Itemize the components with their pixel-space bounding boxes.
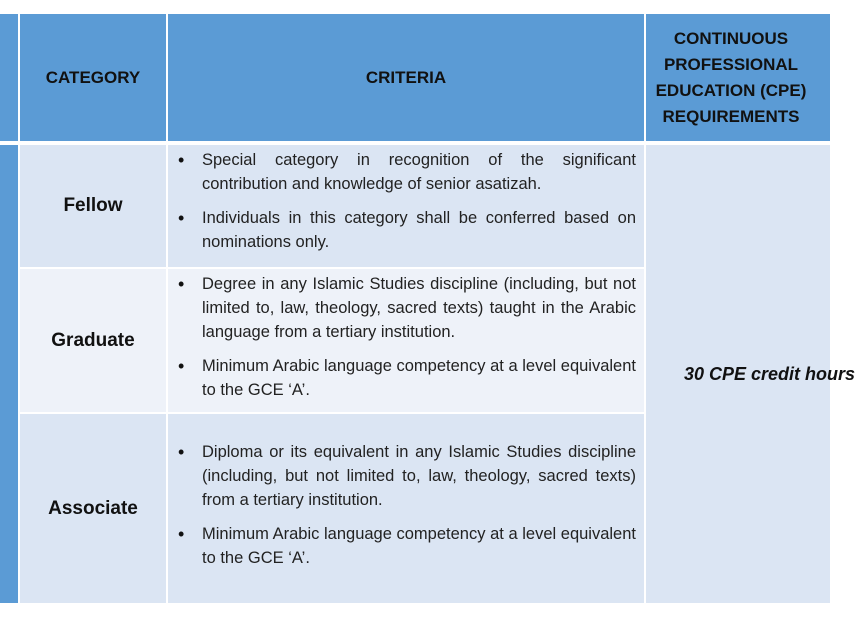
header-criteria bbox=[168, 14, 644, 141]
criteria-associate bbox=[168, 414, 644, 603]
header-cpe bbox=[646, 14, 830, 141]
criteria-list-graduate bbox=[168, 272, 644, 402]
list-item: • Individuals in this category shall be conferred based on nominations only. bbox=[168, 206, 644, 254]
left-edge-header bbox=[0, 14, 18, 141]
header-cpe-line-1: CONTINUOUS bbox=[673, 28, 789, 48]
category-graduate: Graduate bbox=[20, 269, 166, 412]
left-edge-body bbox=[0, 145, 18, 603]
criteria-fellow bbox=[168, 145, 644, 267]
criteria-graduate bbox=[168, 269, 644, 412]
header-category bbox=[20, 14, 166, 141]
cpe-requirement-value: 30 CPE credit hours bbox=[684, 363, 855, 384]
category-fellow: Fellow bbox=[20, 145, 166, 267]
list-item: • Minimum Arabic language competency at a level equivalent to the GCE ‘A’. bbox=[168, 522, 644, 570]
list-item: • Degree in any Islamic Studies discipline (including, but not limited to, law, theology, sacred texts) taught in the Arabic language from a tertiary institution. bbox=[168, 272, 644, 344]
header-cpe-line-2: PROFESSIONAL bbox=[663, 54, 799, 74]
header-criteria-label: CRITERIA bbox=[365, 67, 447, 87]
list-item: • Special category in recognition of the significant contribution and knowledge of senior asatizah. bbox=[168, 148, 644, 196]
list-item: • Minimum Arabic language competency at a level equivalent to the GCE ‘A’. bbox=[168, 354, 644, 402]
header-cpe-line-3: EDUCATION (CPE) bbox=[655, 80, 807, 100]
category-associate: Associate bbox=[20, 414, 166, 603]
header-cpe-line-4: REQUIREMENTS bbox=[662, 106, 800, 126]
criteria-list-associate bbox=[168, 440, 644, 570]
criteria-list-fellow bbox=[168, 148, 644, 254]
cpe-requirement-cell bbox=[646, 145, 855, 603]
header-category-label: CATEGORY bbox=[45, 67, 141, 87]
list-item: • Diploma or its equivalent in any Islamic Studies discipline (including, but not limited to, law, theology, sacred texts) from a tertiary institution. bbox=[168, 440, 644, 512]
